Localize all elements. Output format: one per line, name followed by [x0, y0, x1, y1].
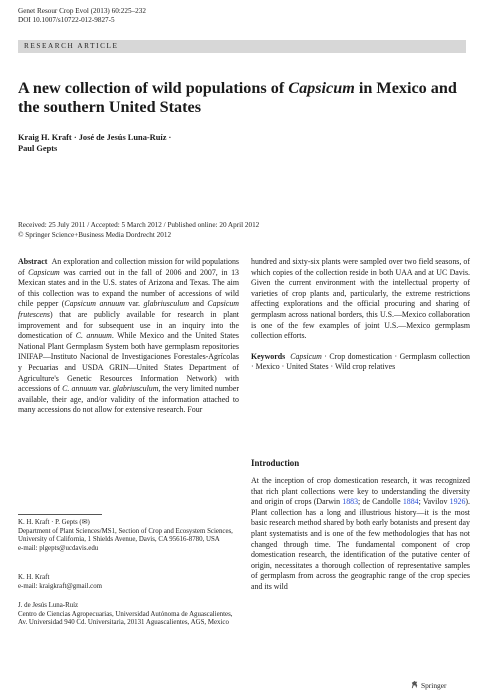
abstract-text: var. — [96, 384, 113, 394]
abstract-text: ) that are publicly available for research in plant improvement and for subsequent use in an inquiry into the domestication of — [18, 309, 239, 341]
affiliation-address: Centro de Ciencias Agropecuarias, Universidad Autónoma de Aguascalientes, Av. Universidad 940 Cd. Universitaria, 20131 Aguascalientes, AGS, Mexico — [18, 610, 233, 627]
keywords-rest: · Crop domestication · Germplasm collection · Mexico · United States · Wild crop relatives — [251, 351, 470, 372]
abstract-column — [18, 257, 239, 416]
journal-citation: Genet Resour Crop Evol (2013) 60:225–232 — [18, 7, 146, 15]
affiliation-names: J. de Jesús Luna-Ruíz — [18, 602, 79, 609]
abstract-label: Abstract — [18, 257, 48, 266]
footnote-divider — [18, 514, 102, 515]
keyword-capsicum: Capsicum — [290, 351, 322, 361]
publication-dates: Received: 25 July 2011 / Accepted: 5 March 2012 / Published online: 20 April 2012 — [18, 221, 260, 229]
affiliation-block-3 — [18, 602, 238, 628]
introduction-paragraph — [251, 476, 470, 593]
abstract-italic: Capsicum frutescens — [18, 299, 239, 319]
abstract-text: was carried out in the fall of 2006 and 2007, in 13 Mexican states and in the U.S. states of Arizona and Texas. The aim of this collection was to expand the number of accessions of wild chile pepper ( — [18, 267, 239, 309]
abstract-text: , the very limited number available, their age, and/or validity of the information attached to many accessions do not allow for extensive research. Four — [18, 384, 240, 415]
intro-text: ). Plant collection has a long and illustrious history—it is the most basic research method shared by both early botanists and present day plant systematists and is one of the few methodologies that has not changed through time. The fundamental component of crop domestication research, the identification of the putative center of origin, necessitates a thorough collection of representative samples of germplasm from across the geographic range of the crop species and its wild — [251, 497, 471, 591]
affiliation-names: K. H. Kraft — [18, 574, 50, 581]
affiliation-block-1 — [18, 519, 238, 553]
abstract-text: . While Mexico and the United States National Plant Germplasm System both have germplasm repositories INIFAP—Instituto Nacional de Investigaciones Forestales-Agrícolas y Pecuarias and USDA GRIN—United States Department of Agriculture's Genetic Resources Information Network) with accessions of — [18, 331, 240, 394]
title-part-2: in Mexico and the southern United States — [18, 79, 457, 116]
abstract-italic: C. annuum — [75, 331, 112, 341]
abstract-italic: Capsicum annuum — [64, 299, 125, 309]
citation-link[interactable]: 1883 — [342, 497, 359, 507]
affiliation-names: K. H. Kraft · P. Gepts (✉) — [18, 519, 90, 526]
affiliation-address: Department of Plant Sciences/MS1, Section of Crop and Ecosystem Sciences, University of California, 1 Shields Avenue, Davis, CA 95616-8780, USA — [18, 527, 233, 544]
citation-link[interactable]: 1884 — [402, 497, 419, 507]
keywords-label: Keywords — [251, 351, 286, 361]
abstract-continuation-column — [251, 257, 470, 373]
title-genus: Capsicum — [288, 79, 355, 97]
author-list — [18, 132, 458, 154]
intro-text: At the inception of crop domestication research, it was recognized that rich plant collections were key to understanding the diversity and origin of crops (Darwin — [251, 476, 470, 507]
affiliation-block-2 — [18, 574, 238, 591]
springer-horse-icon — [410, 680, 419, 689]
intro-text: ; de Candolle — [358, 497, 403, 507]
title-part-1: A new collection of wild populations of — [18, 79, 289, 97]
article-type-banner: RESEARCH ARTICLE — [18, 40, 466, 53]
article-title — [18, 79, 468, 117]
abstract-italic: glabriusculum — [112, 384, 159, 394]
intro-text: ; Vavilov — [418, 497, 450, 507]
affiliation-email[interactable]: e-mail: kraigkraft@gmail.com — [18, 582, 103, 590]
publisher-logo — [410, 680, 446, 690]
affiliation-email[interactable]: e-mail: plgepts@ucdavis.edu — [18, 544, 99, 552]
publisher-name: Springer — [421, 681, 447, 690]
authors-line-1: Kraig H. Kraft · José de Jesús Luna-Ruíz · — [18, 133, 172, 142]
copyright-notice: © Springer Science+Business Media Dordrecht 2012 — [18, 231, 172, 239]
abstract-continuation: hundred and sixty-six plants were sampled over two field seasons, of which copies of the collection reside in both UAA and at UC Davis. Given the current environment with the intellectual property of varieties of crop plants and, particularly, the extreme restrictions affecting explorations and the official procuring and sharing of germplasm across national borders, this U.S.—Mexico collaboration is one of the few examples of joint U.S.—Mexico germplasm collection efforts. — [251, 257, 470, 341]
abstract-text: and — [189, 299, 208, 309]
authors-line-2: Paul Gepts — [18, 144, 58, 153]
abstract-italic: glabriusculum — [143, 299, 190, 309]
citation-link[interactable]: 1926 — [449, 497, 466, 507]
abstract-italic: Capsicum — [28, 267, 60, 277]
introduction-heading: Introduction — [251, 458, 300, 468]
abstract-text: An exploration and collection mission for wild populations of — [18, 257, 240, 277]
introduction-column — [251, 476, 470, 593]
abstract-paragraph — [18, 257, 239, 416]
abstract-italic: C. annuum — [62, 384, 97, 394]
doi[interactable]: DOI 10.1007/s10722-012-9827-5 — [18, 16, 115, 24]
abstract-text: var. — [124, 299, 144, 309]
keywords-paragraph — [251, 352, 470, 373]
